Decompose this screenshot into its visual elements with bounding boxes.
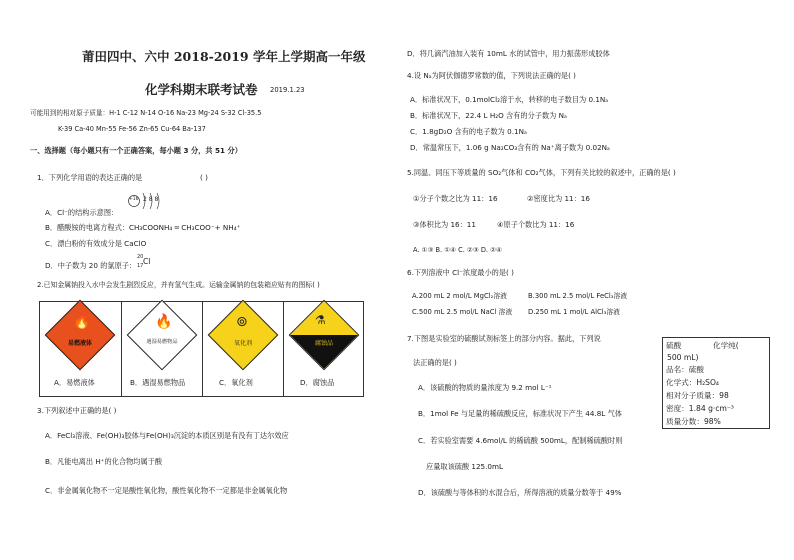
isotope-mass-number: 20 (137, 254, 144, 260)
hazard-cell-a (40, 302, 121, 396)
flammable-liquid-sign (45, 300, 116, 371)
reagent-product-name: 品名：硫酸 (666, 365, 704, 374)
corrosive-sign (289, 300, 360, 371)
q2-stem: 2.已知金属钠投入水中会发生剧烈反应，并有氢气生成。运输金属钠的包装箱应贴有的图标( ) (37, 281, 320, 289)
reagent-molar-mass: 相对分子质量：98 (666, 391, 729, 400)
q7-stem-cont: 法正确的是( ) (413, 358, 457, 367)
q1-option-b: B．醋酸铵的电离方程式：CH₃COONH₄ ═ CH₃COO⁻+ NH₄⁺ (45, 223, 241, 232)
chlorine-isotope-notation (137, 254, 161, 272)
hazard-cell-d (283, 302, 363, 396)
q1-option-d: D．中子数为 20 的氯原子： (45, 261, 137, 270)
q7-option-c: C．若实验室需要 4.6mol/L 的稀硫酸 500mL，配制稀硫酸时则 (418, 436, 623, 445)
reagent-label (662, 337, 770, 429)
reagent-grade: 化学纯( (713, 341, 739, 350)
reagent-volume: 500 mL) (667, 353, 699, 362)
q5-statement-3: ③体积比为 16：11 (413, 220, 476, 229)
q5-options: A. ①③ B. ①④ C. ②③ D. ②④ (413, 246, 502, 254)
q3-option-c: C．非金属氧化物不一定是酸性氧化物，酸性氧化物不一定都是非金属氧化物 (45, 486, 288, 495)
exam-date: 2019.1.23 (270, 86, 305, 94)
dangerous-when-wet-sign (127, 300, 198, 371)
hazard-a-label: A．易燃液体 (54, 378, 95, 387)
exam-title-line2: 化学科期末联考试卷 (145, 82, 258, 97)
q3-option-d: D．将几滴汽油加入装有 10mL 水的试管中，用力振荡形成胶体 (407, 49, 610, 58)
exam-title-line1: 莆田四中、六中 2018-2019 学年上学期高一年级 (82, 49, 366, 64)
q6-option-d: D.250 mL 1 mol/L AlCl₃溶液 (528, 308, 620, 316)
reagent-density: 密度：1.84 g·cm⁻³ (666, 404, 734, 413)
q7-stem: 7.下图是实验室的硫酸试剂标签上的部分内容。据此，下列说 (407, 334, 601, 343)
q7-option-d: D．该硫酸与等体积的水混合后，所得溶液的质量分数等于 49% (418, 488, 622, 497)
q6-stem: 6.下列溶液中 Cl⁻浓度最小的是( ) (407, 268, 514, 277)
q3-option-a: A．FeCl₃溶液、Fe(OH)₃胶体与Fe(OH)₃沉淀的本质区别是有没有丁达尔效应 (45, 431, 289, 440)
oxidizer-sign (208, 300, 279, 371)
q4-option-b: B．标准状况下，22.4 L H₂O 含有的分子数为 Nₐ (410, 111, 567, 120)
q6-option-c: C.500 mL 2.5 mol/L NaCl 溶液 (412, 308, 513, 316)
q5-statement-1: ①分子个数之比为 11：16 (413, 194, 498, 203)
q4-stem: 4.设 Nₐ为阿伏伽德罗常数的值，下列说法正确的是( ) (407, 71, 576, 80)
q7-option-c-cont: 应量取该硫酸 125.0mL (426, 462, 503, 471)
hazard-c-label: C．氧化剂 (219, 378, 253, 387)
hazard-d-label: D．腐蚀品 (300, 378, 335, 387)
q7-option-a: A．该硫酸的物质的量浓度为 9.2 mol L⁻¹ (418, 383, 552, 392)
hazard-a-sign-text: 易燃液体 (67, 340, 92, 347)
q1-paren: ( ) (200, 173, 208, 182)
atom-nucleus-label: +16 (129, 197, 139, 202)
q1-stem: 1．下列化学用语的表达正确的是 (37, 173, 143, 182)
hazard-sign-table (39, 301, 364, 397)
flame-icon: 🔥 (73, 314, 91, 330)
q3-option-b: B．凡能电离出 H⁺的化合物均属于酸 (45, 457, 163, 466)
hazard-cell-b (121, 302, 202, 396)
hazard-b-label: B．遇湿易燃物品 (130, 378, 186, 387)
q1-option-a: A．Cl⁻的结构示意图： (45, 208, 119, 217)
q5-stem: 5.同温、同压下等质量的 SO₂气体和 CO₂气体，下列有关比较的叙述中，正确的是( ) (407, 168, 676, 177)
reagent-formula: 化学式：H₂SO₄ (666, 378, 719, 387)
hazard-d-sign-text: 腐蚀品 (314, 340, 333, 347)
q3-stem: 3.下列叙述中正确的是( ) (37, 406, 117, 415)
reagent-mass-fraction: 质量分数：98% (666, 417, 721, 426)
reagent-name: 硫酸 (666, 341, 682, 350)
atomic-masses-line2: K-39 Ca-40 Mn-55 Fe-56 Zn-65 Cu-64 Ba-137 (58, 125, 206, 133)
flame-over-circle-icon: ⊚ (236, 314, 248, 330)
section-heading: 一、选择题（每小题只有一个正确答案，每小题 3 分，共 51 分） (30, 146, 242, 155)
corrosion-icon: ⚗ (315, 313, 326, 327)
atomic-masses-line1: 可能用到的相对原子质量：H-1 C-12 N-14 O-16 Na-23 Mg-24 S-32 Cl-35.5 (30, 109, 262, 117)
q4-option-c: C．1.8gD₂O 含有的电子数为 0.1Nₐ (410, 127, 527, 136)
isotope-symbol: Cl (143, 257, 151, 266)
q4-option-a: A．标准状况下，0.1molCl₂溶于水，转移的电子数目为 0.1Nₐ (410, 95, 609, 104)
isotope-atomic-number: 17 (137, 263, 144, 269)
q5-statement-4: ④原子个数比为 11：16 (497, 220, 575, 229)
hazard-b-sign-text: 遇湿易燃物品 (146, 339, 178, 345)
q7-option-b: B．1mol Fe 与足量的稀硫酸反应，标准状况下产生 44.8L 气体 (418, 409, 622, 418)
q4-option-d: D．常温常压下，1.06 g Na₂CO₃含有的 Na⁺离子数为 0.02Nₐ (410, 143, 610, 152)
flame-icon: 🔥 (155, 314, 173, 330)
q5-statement-2: ②密度比为 11：16 (527, 194, 590, 203)
hazard-c-sign-text: 氧化剂 (233, 340, 252, 347)
hazard-cell-c (202, 302, 283, 396)
q1-option-c: C．漂白粉的有效成分是 CaClO (45, 239, 147, 248)
q6-option-a: A.200 mL 2 mol/L MgCl₂溶液 (412, 292, 507, 300)
chloride-atom-diagram (127, 190, 167, 212)
q6-option-b: B.300 mL 2.5 mol/L FeCl₃溶液 (528, 292, 628, 300)
atom-shells-label: 2 8 8 (143, 196, 159, 203)
